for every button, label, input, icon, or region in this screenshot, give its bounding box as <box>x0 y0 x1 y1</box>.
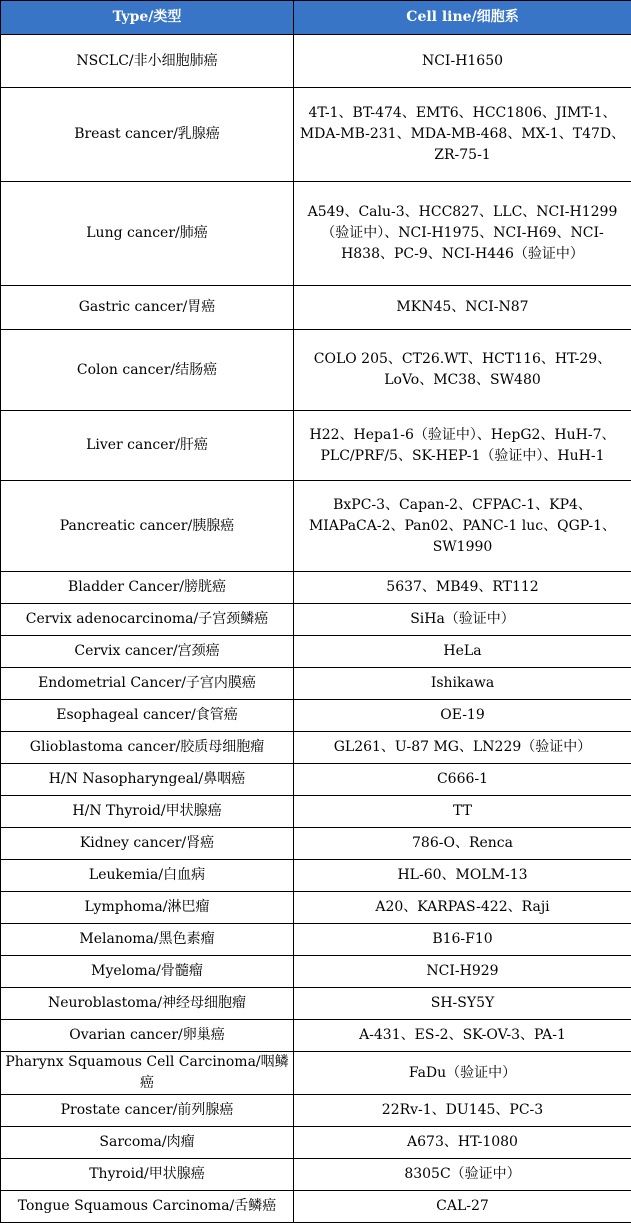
table-row <box>1 1191 631 1223</box>
table-row <box>1 1159 631 1191</box>
type-cell: Gastric cancer/胃癌 <box>1 286 294 330</box>
cell-lines-cell: NCI-H929 <box>294 956 631 988</box>
table-header-row <box>1 1 631 35</box>
type-cell: Lung cancer/肺癌 <box>1 182 294 286</box>
table-row <box>1 988 631 1020</box>
cell-lines-cell: A549、Calu-3、HCC827、LLC、NCI-H1299（验证中）、NCI-H1975、NCI-H69、NCI-H838、PC-9、NCI-H446（验证中） <box>294 182 631 286</box>
type-cell: Thyroid/甲状腺癌 <box>1 1159 294 1191</box>
table-row <box>1 764 631 796</box>
cell-lines-cell: 8305C（验证中） <box>294 1159 631 1191</box>
type-cell: Pancreatic cancer/胰腺癌 <box>1 481 294 572</box>
type-cell: Breast cancer/乳腺癌 <box>1 88 294 182</box>
cell-lines-cell: COLO 205、CT26.WT、HCT116、HT-29、LoVo、MC38、SW480 <box>294 330 631 411</box>
type-cell: Melanoma/黑色素瘤 <box>1 924 294 956</box>
cell-lines-cell: MKN45、NCI-N87 <box>294 286 631 330</box>
cell-lines-cell: BxPC-3、Capan-2、CFPAC-1、KP4、MIAPaCA-2、Pan02、PANC-1 luc、QGP-1、SW1990 <box>294 481 631 572</box>
table-row <box>1 572 631 604</box>
type-cell: Prostate cancer/前列腺癌 <box>1 1095 294 1127</box>
type-cell: Ovarian cancer/卵巢癌 <box>1 1020 294 1052</box>
cell-lines-cell: SiHa（验证中） <box>294 604 631 636</box>
cell-lines-cell: A-431、ES-2、SK-OV-3、PA-1 <box>294 1020 631 1052</box>
cell-lines-cell: FaDu（验证中） <box>294 1052 631 1095</box>
cell-lines-cell: GL261、U-87 MG、LN229（验证中） <box>294 732 631 764</box>
cell-lines-cell: 5637、MB49、RT112 <box>294 572 631 604</box>
table-row <box>1 1020 631 1052</box>
table-row <box>1 182 631 286</box>
type-cell: Liver cancer/肝癌 <box>1 411 294 481</box>
type-cell: Tongue Squamous Carcinoma/舌鳞癌 <box>1 1191 294 1223</box>
type-cell: Kidney cancer/肾癌 <box>1 828 294 860</box>
cell-lines-cell: Ishikawa <box>294 668 631 700</box>
type-cell: Myeloma/骨髓瘤 <box>1 956 294 988</box>
table-row <box>1 604 631 636</box>
table-row <box>1 1127 631 1159</box>
table-row <box>1 828 631 860</box>
type-cell: Esophageal cancer/食管癌 <box>1 700 294 732</box>
header-type: Type/类型 <box>1 1 294 35</box>
table-row <box>1 35 631 88</box>
cell-lines-cell: HeLa <box>294 636 631 668</box>
cell-lines-cell: 4T-1、BT-474、EMT6、HCC1806、JIMT-1、MDA-MB-231、MDA-MB-468、MX-1、T47D、ZR-75-1 <box>294 88 631 182</box>
cell-lines-cell: B16-F10 <box>294 924 631 956</box>
table-row <box>1 956 631 988</box>
cell-lines-cell: SH-SY5Y <box>294 988 631 1020</box>
cell-lines-cell: OE-19 <box>294 700 631 732</box>
cell-lines-cell: 22Rv-1、DU145、PC-3 <box>294 1095 631 1127</box>
table-row <box>1 636 631 668</box>
table-row <box>1 286 631 330</box>
cell-lines-cell: NCI-H1650 <box>294 35 631 88</box>
cell-lines-cell: C666-1 <box>294 764 631 796</box>
type-cell: NSCLC/非小细胞肺癌 <box>1 35 294 88</box>
type-cell: Glioblastoma cancer/胶质母细胞瘤 <box>1 732 294 764</box>
type-cell: Pharynx Squamous Cell Carcinoma/咽鳞癌 <box>1 1052 294 1095</box>
table-row <box>1 1052 631 1095</box>
type-cell: Neuroblastoma/神经母细胞瘤 <box>1 988 294 1020</box>
table-row <box>1 892 631 924</box>
table-row <box>1 668 631 700</box>
table-row <box>1 88 631 182</box>
table-row <box>1 924 631 956</box>
type-cell: Sarcoma/肉瘤 <box>1 1127 294 1159</box>
type-cell: Lymphoma/淋巴瘤 <box>1 892 294 924</box>
header-cell-line: Cell line/细胞系 <box>294 1 631 35</box>
type-cell: Bladder Cancer/膀胱癌 <box>1 572 294 604</box>
type-cell: Colon cancer/结肠癌 <box>1 330 294 411</box>
type-cell: H/N Thyroid/甲状腺癌 <box>1 796 294 828</box>
type-cell: H/N Nasopharyngeal/鼻咽癌 <box>1 764 294 796</box>
cell-lines-cell: A673、HT-1080 <box>294 1127 631 1159</box>
cell-lines-cell: HL-60、MOLM-13 <box>294 860 631 892</box>
table-row <box>1 330 631 411</box>
cell-lines-cell: CAL-27 <box>294 1191 631 1223</box>
type-cell: Cervix cancer/宫颈癌 <box>1 636 294 668</box>
table-row <box>1 700 631 732</box>
cell-lines-cell: TT <box>294 796 631 828</box>
table-row <box>1 481 631 572</box>
type-cell: Cervix adenocarcinoma/子宫颈鳞癌 <box>1 604 294 636</box>
type-cell: Endometrial Cancer/子宫内膜癌 <box>1 668 294 700</box>
table-row <box>1 796 631 828</box>
table-row <box>1 411 631 481</box>
cell-lines-cell: A20、KARPAS-422、Raji <box>294 892 631 924</box>
table-row <box>1 1095 631 1127</box>
cell-lines-cell: H22、Hepa1-6（验证中）、HepG2、HuH-7、PLC/PRF/5、SK-HEP-1（验证中）、HuH-1 <box>294 411 631 481</box>
cell-lines-cell: 786-O、Renca <box>294 828 631 860</box>
type-cell: Leukemia/白血病 <box>1 860 294 892</box>
table-row <box>1 732 631 764</box>
table-row <box>1 860 631 892</box>
